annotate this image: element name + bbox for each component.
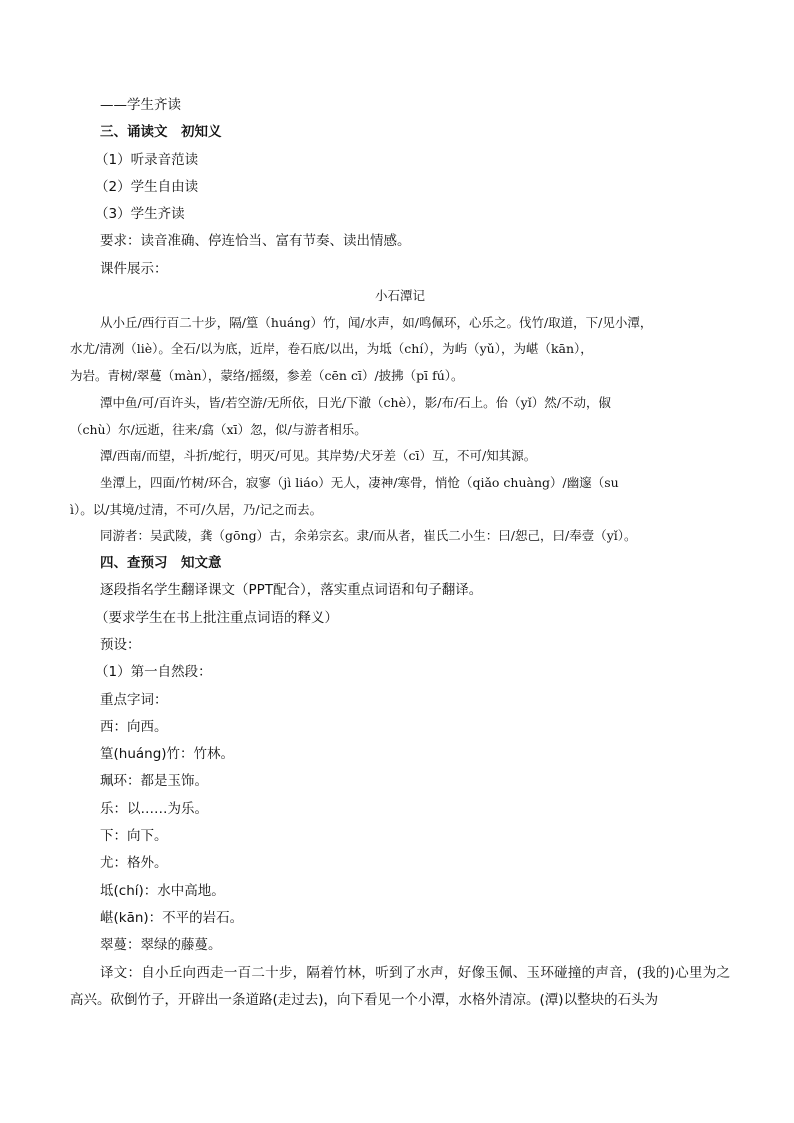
text-line: 课件展示：	[100, 260, 168, 277]
text-line: （1）听录音范读	[95, 151, 199, 168]
vocab-item: 篁(huáng)竹：竹林。	[100, 746, 235, 763]
text-line: 预设：	[100, 637, 141, 653]
vocab-item: 嵁(kān)：不平的岩石。	[100, 909, 244, 926]
text-line: （要求学生在书上批注重点词语的释义）	[95, 609, 338, 626]
document-body	[70, 92, 730, 1015]
slide-line: ì）。以/其境/过清，不可/久居，乃/记之而去。	[70, 501, 323, 517]
section-heading-3: 三、诵读文 初知义	[100, 124, 222, 141]
slide-title: 小石潭记	[374, 288, 425, 304]
section-heading-4: 四、查预习 知文意	[100, 555, 222, 572]
slide-line: 为岩。青树/翠蔓（màn），蒙络/摇缀，参差（cēn cī）/披拂（pī fú）。	[70, 368, 464, 384]
text-line: （2）学生自由读	[95, 178, 199, 195]
vocab-item: 西：向西。	[100, 718, 168, 735]
text-line: （3）学生齐读	[95, 206, 185, 223]
text-line: 重点字词：	[100, 691, 168, 708]
slide-line: 同游者：吴武陵，龚（gōng）古，余弟宗玄。隶/而从者，崔氏二小生：曰/恕己，曰/奉壹（yǐ）。	[100, 528, 637, 544]
text-line: 逐段指名学生翻译课文（PPT配合），落实重点词语和句子翻译。	[100, 582, 483, 599]
slide-line: 从小丘/西行百二十步，隔/篁（huáng）竹，闻/水声，如/鸣佩环，心乐之。伐竹/取道，下/见小潭，	[100, 314, 653, 330]
vocab-item: 乐：以……为乐。	[100, 800, 208, 817]
slide-line: 潭中鱼/可/百许头，皆/若空游/无所依，日光/下澈（chè），影/布/石上。佁（yǐ）然/不动，俶	[100, 394, 611, 410]
slide-line: （chù）尔/远逝，往来/翕（xī）忽，似/与游者相乐。	[70, 421, 367, 437]
vocab-item: 坻(chí)：水中高地。	[100, 882, 225, 899]
vocab-item: 下：向下。	[100, 828, 168, 845]
text-line: 要求：读音准确、停连恰当、富有节奏、读出情感。	[100, 233, 411, 250]
vocab-item: 珮环：都是玉饰。	[100, 773, 208, 790]
slide-excerpt	[70, 283, 730, 550]
slide-line: 水尤/清冽（liè）。全石/以为底，近岸，卷石底/以出，为坻（chí），为屿（yǔ），为嵁（kān），	[70, 341, 593, 357]
slide-line: 潭/西南/而望，斗折/蛇行，明灭/可见。其岸势/犬牙差（cī）互，不可/知其源。	[100, 448, 537, 464]
slide-line: 坐潭上，四面/竹树/环合，寂寥（jì liáo）无人，凄神/寒骨，悄怆（qiǎo chuàng）/幽邃（su	[100, 475, 619, 490]
vocab-item: 尤：格外。	[100, 855, 168, 872]
translation-paragraph: 译文：自小丘向西走一百二十步，隔着竹林，听到了水声，好像玉佩、玉环碰撞的声音，(我的)心里为之高兴。砍倒竹子，开辟出一条道路(走过去)，向下看见一个小潭，水格外清凉。(潭)以整块的石头为	[70, 964, 730, 1009]
text-line: ——学生齐读	[100, 97, 181, 113]
text-line: （1）第一自然段：	[95, 664, 212, 681]
vocab-item: 翠蔓：翠绿的藤蔓。	[100, 937, 222, 954]
